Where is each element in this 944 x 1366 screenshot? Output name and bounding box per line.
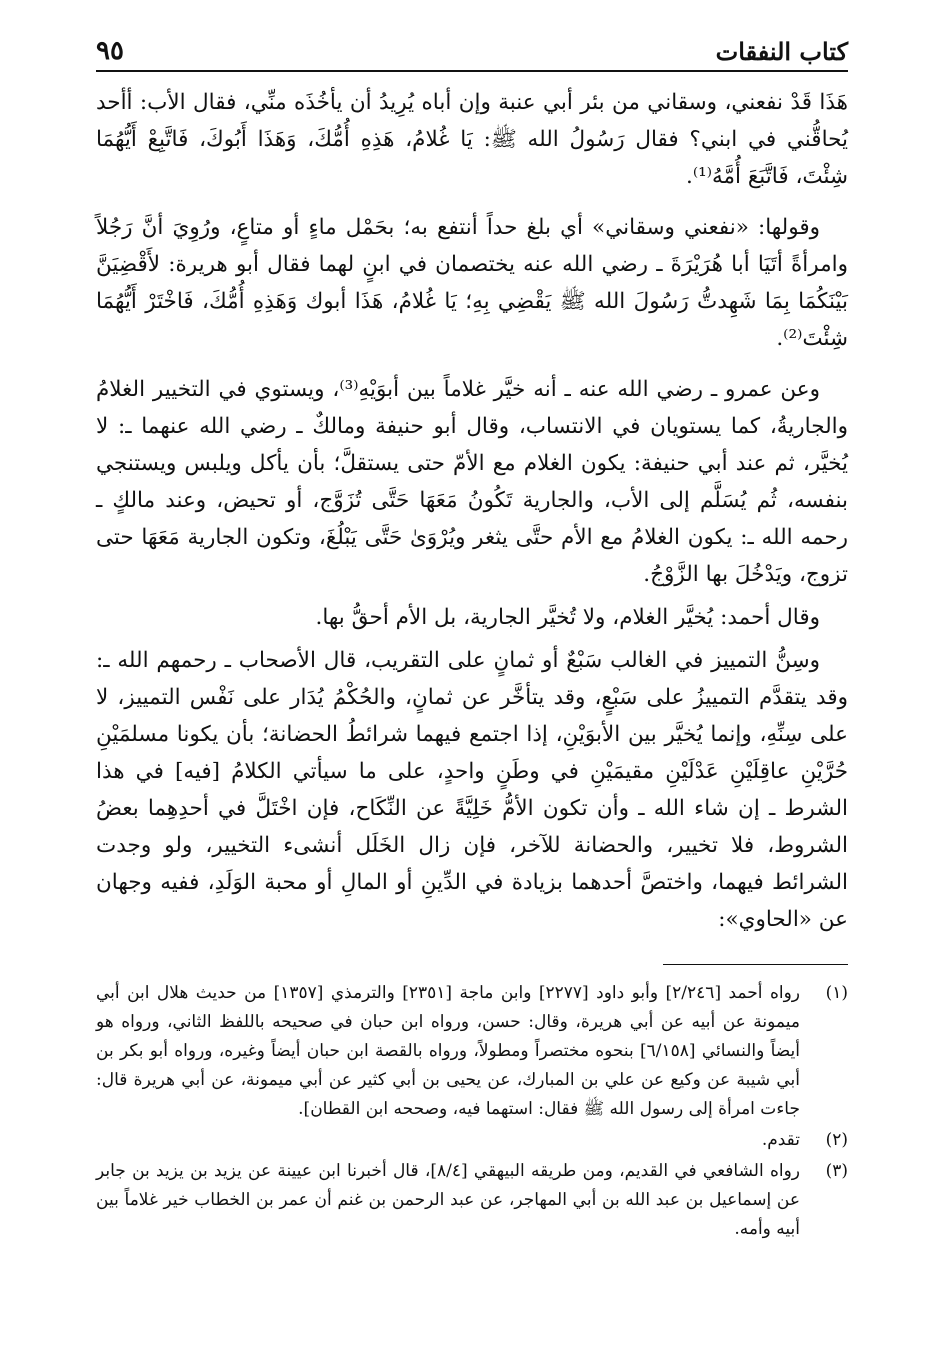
footnote-2: [96, 1126, 848, 1155]
footnotes: [96, 979, 848, 1244]
paragraph-3: وعن عمرو ـ رضي الله عنه ـ أنه خيَّر غلاماً بين أبوَيْهِ⁽³⁾، ويستوي في التخيير الغلامُ والجاريةُ، كما يستويان في الانتساب، وقال أبو حنيفة ومالكٌ ـ رضي الله عنهما ـ: لا يُخيَّر، ثم عند أبي حنيفة: يكون الغلام مع الأمّ حتى يستقلَّ؛ بأن يأكل ويلبس ويستنجي بنفسه، ثُم يُسَلَّم إلى الأب، والجارية تَكُونُ مَعَهَا حَتَّى تُزَوَّج، أو تحيض، وعند مالكٍ ـ رحمه الله ـ: يكون الغلامُ مع الأم حتَّى يثغر ويُرْوَىٰ حَتَّى يَبْلُغَ، وتكون الجارية مَعَهَا حتى تزوج، ويَدْخُلَ بها الزَّوْجُ.: [96, 377, 848, 587]
footnote-text: تقدم.: [761, 1130, 800, 1150]
paragraph-2: وقولها: «نفعني وسقاني» أي بلغ حداً أنتفع به؛ بحَمْل ماءٍ أو متاعٍ، ورُوِيَ أنَّ رَجُلاً وامرأةً أتَيَا أبا هُرَيْرَةَ ـ رضي الله عنه يختصمان في ابنٍ لهما فقال أبو هريرة: لأَقْضِيَنَّ بَيْنَكُمَا بِمَا شَهِدتُّ رَسُولَ الله ﷺ يَقْضِي بِهِ؛ يَا غُلامُ، هَذَا أبوك وَهَذِهِ أُمُّكَ، فَاخْتَرْ أَيُّهُمَا شِئْتَ⁽²⁾.: [96, 215, 848, 351]
footnote-text: رواه أحمد [٢/٢٤٦] وأبو داود [٢٢٧٧] وابن ماجة [٢٣٥١] والترمذي [١٣٥٧] من حديث هلال ابن أبي ميمونة عن أبيه عن أبي هريرة، وقال: حسن، ورواه ابن حبان في صحيحه باللفظ الثاني، ورواه هو أيضاً والنسائي [٦/١٥٨] بنحوه مختصراً ومطولاً، ورواه بالقصة ابن حبان أيضاً وغيره، ورواه أبو بكر بن أبي شيبة عن وكيع عن علي بن المبارك، عن يحيى بن أبي كثير عن أبي ميمونة، عن أبي هريرة قال: جاءت امرأة إلى رسول الله ﷺ فقال: استهما فيه، وصححه ابن القطان].: [96, 983, 800, 1119]
footnote-3: [96, 1157, 848, 1244]
book-title: كتاب النفقات: [715, 37, 848, 66]
footnote-number: (٣): [825, 1161, 848, 1181]
paragraph-4: وقال أحمد: يُخيَّر الغلام، ولا تُخيَّر الجارية، بل الأم أحقُّ بها.: [315, 605, 820, 630]
footnote-separator: [663, 964, 848, 965]
page-number: ٩٥: [96, 36, 124, 66]
paragraph-5: وسِنُّ التمييز في الغالب سَبْعٌ أو ثمانٍ على التقريب، قال الأصحاب ـ رحمهم الله ـ: وقد يتقدَّم التمييزُ على سَبْعٍ، وقد يتأخَّر عن ثمانٍ، والحُكْمُ يُدَار على نَفْس التمييز، لا على سِنِّهِ، وإنما يُخيَّر بين الأبوَيْنِ، إذا اجتمع فيهما شرائطُ الحضانة؛ بأن يكونا مسلمَيْنِ حُرَّيْنِ عاقِلَيْنِ عَدْلَيْنِ مقيمَيْنِ في وطَنٍ واحدٍ، على ما سيأتي الكلامُ [فيه] في هذا الشرط ـ إن شاء الله ـ وأن تكون الأمُّ خَلِيَّةً عن النِّكَاح، فإن اخْتَلَّ في أحدِهِما بعضُ الشروط، فلا تخيير، والحضانة للآخر، فإن زال الخَلَل أنشىء التخيير، ولو وجدت الشرائط فيهما، واختصَّ أحدهما بزيادة في الدِّينِ أو المالِ أو محبة الوَلَدِ، ففيه وجهان عن «الحاوي»:: [96, 648, 848, 932]
footnote-text: رواه الشافعي في القديم، ومن طريقه البيهقي [٨/٤]، قال أخبرنا ابن عيينة عن يزيد بن يزيد بن جابر عن إسماعيل بن عبد الله بن أبي المهاجر، عن عبد الرحمن بن غنم أن عمر بن الخطاب خير غلاماً بين أبيه وأمه.: [96, 1161, 800, 1239]
paragraph-1: هَذَا قَدْ نفعني، وسقاني من بئر أبي عنبة وإن أباه يُرِيدُ أن يأخُذَه منِّي، فقال الأب: أأحد يُحاقُّني في ابني؟ فقال رَسُولُ الله ﷺ: يَا غُلامُ، هَذِهِ أُمُّكَ، وَهَذَا أَبُوكَ، فَاتَّبِعْ أَيُّهُمَا شِئْتَ، فَاتَّبَعَ أُمَّهُ⁽¹⁾.: [96, 90, 848, 189]
footnote-1: [96, 979, 848, 1124]
footnote-number: (٢): [825, 1130, 848, 1150]
document-page: [96, 30, 848, 1246]
page-header: [96, 30, 848, 72]
footnote-number: (١): [825, 983, 848, 1003]
main-text: [96, 84, 848, 938]
